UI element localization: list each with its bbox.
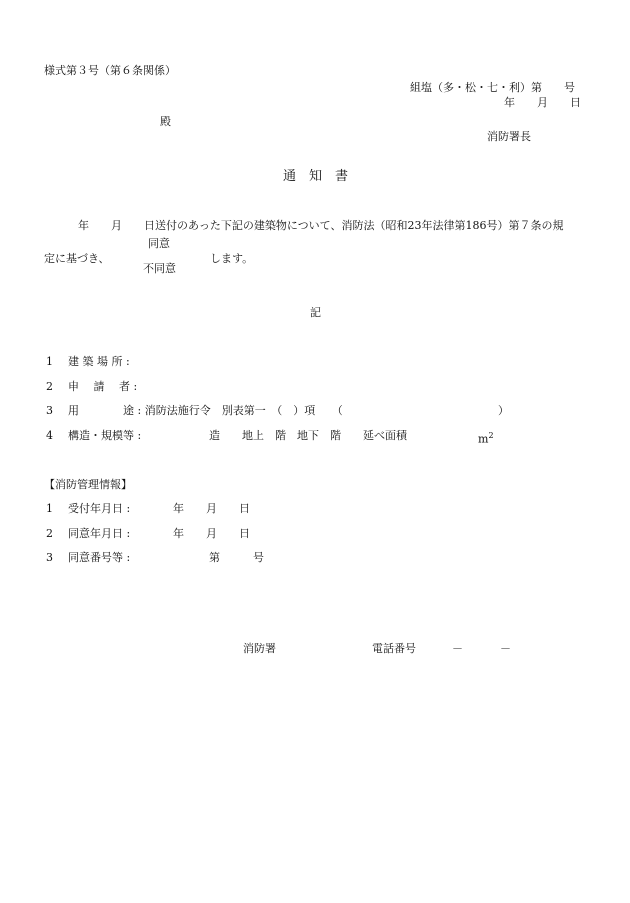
date-line: 年 月 日 [504,96,581,109]
mgmt-number: 3 [46,551,53,564]
mgmt-number: 2 [46,527,53,540]
sender-title: 消防署長 [487,130,531,143]
item-label-site: 建 築 場 所 : [68,355,130,368]
option-consent: 同意 [148,237,170,250]
item-use-close-paren: ） [498,404,509,417]
addressee-honorific: 殿 [160,115,171,128]
form-id: 様式第３号（第６条関係） [44,64,176,77]
item-label-structure: 構造・規模等 : [68,429,142,442]
footer-phone-label: 電話番号 [372,642,416,655]
option-nonconsent: 不同意 [143,262,176,275]
item-number: 2 [46,380,53,393]
body-line-2-prefix: 定に基づき、 [44,252,110,265]
reference-number: 組塩（多・松・七・利）第 号 [410,81,575,94]
footer-phone-dash: － [500,642,511,655]
footer-station: 消防署 [243,642,276,655]
footer-phone-dash: － [452,642,463,655]
mgmt-number: 1 [46,502,53,515]
mgmt-label-consent-date: 同意年月日 : [68,527,131,540]
item-label-use: 用 途 : 消防法施行令 別表第一 （ ）項 （ [68,404,343,417]
item-number: 1 [46,355,53,368]
body-line-2-suffix: します。 [210,252,254,265]
mgmt-heading: 【消防管理情報】 [44,478,132,491]
ki-heading: 記 [310,306,321,319]
mgmt-label-consent-number: 同意番号等 : [68,551,131,564]
mgmt-value-consent-date: 年 月 日 [173,527,250,540]
document-title: 通 知 書 [283,169,349,184]
item-number: 3 [46,404,53,417]
item-structure-fields: 造 地上 階 地下 階 延べ面積 [209,429,407,442]
mgmt-value-received-date: 年 月 日 [173,502,250,515]
item-label-applicant: 申 請 者 : [68,380,138,393]
area-unit: $m^2$ [478,431,494,446]
item-number: 4 [46,429,53,442]
body-line-1: 年 月 日送付のあった下記の建築物について、消防法（昭和23年法律第186号）第７条の規 [78,219,564,232]
mgmt-value-consent-number: 第 号 [209,551,264,564]
mgmt-label-received-date: 受付年月日 : [68,502,131,515]
